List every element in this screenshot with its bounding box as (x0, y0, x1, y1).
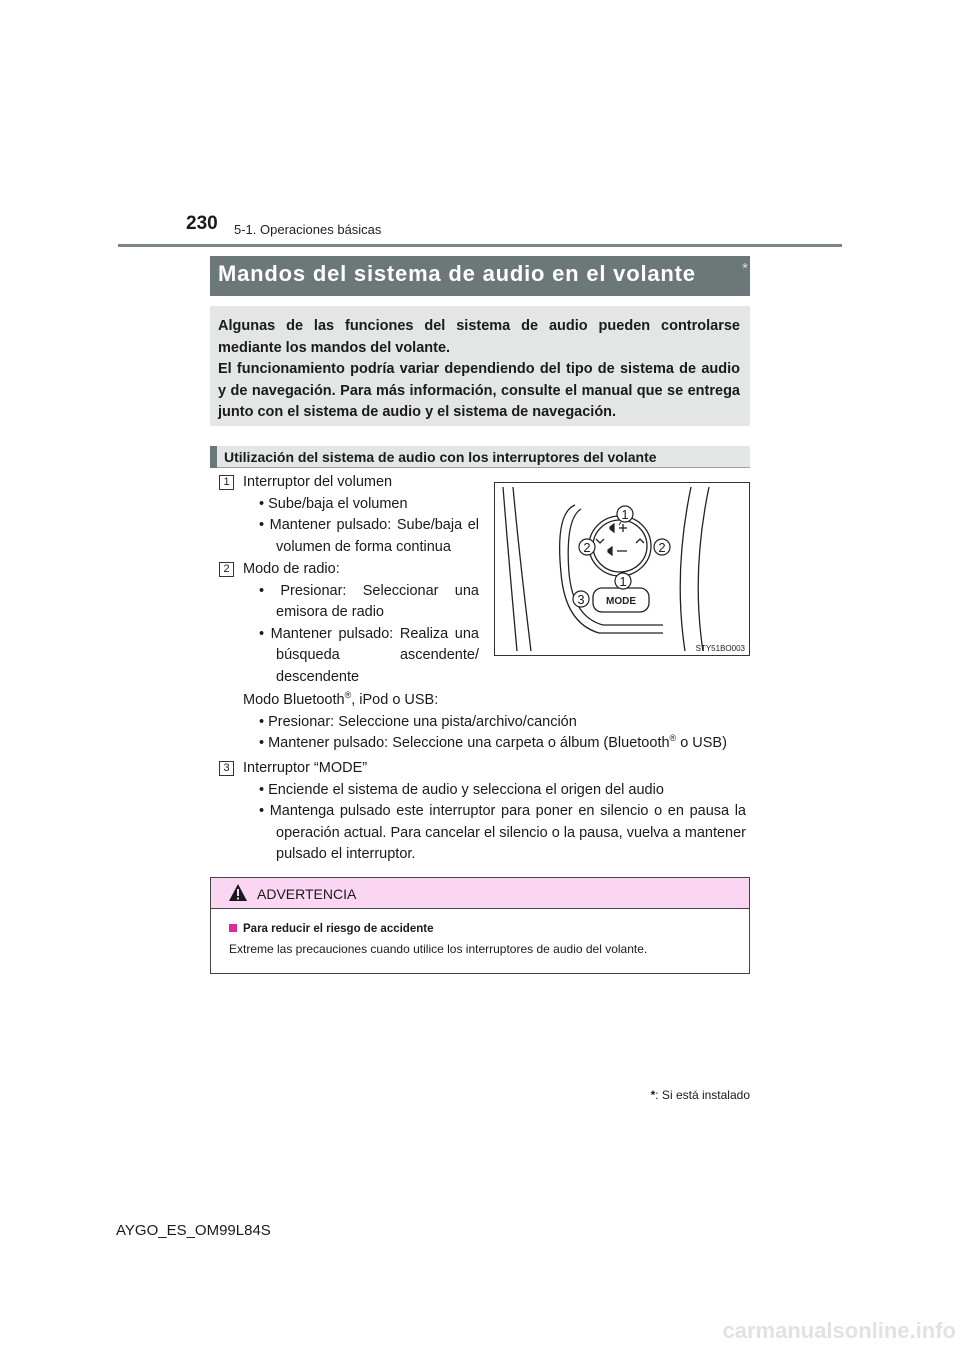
section-title-bar (210, 256, 750, 296)
warning-triangle-icon (228, 883, 248, 902)
mode-button-label: MODE (606, 596, 636, 607)
item-volume-switch (243, 472, 479, 558)
subsection-accent-bar (210, 446, 217, 468)
item-title: Modo Bluetooth®, iPod o USB: (243, 690, 439, 708)
intro-paragraph-1: Algunas de las funciones del sistema de audio pueden controlarse mediante los mandos del volante. (218, 318, 740, 356)
watermark: carmanualsonline.info (722, 1318, 956, 1343)
subsection-title: Utilización del sistema de audio con los interruptores del volante (224, 449, 657, 465)
callout-1-top: 1 (621, 507, 629, 522)
warning-body: Extreme las precauciones cuando utilice los interruptores de audio del volante. (229, 942, 648, 956)
list-item: • Mantenga pulsado este interruptor para poner en silencio o en pausa la operación actual. Para cancelar el silencio o la pausa, vuelva a mantener pulsado el interruptor. (259, 803, 746, 862)
callout-2-right: 2 (658, 540, 666, 555)
warning-subtitle: Para reducir el riesgo de accidente (229, 923, 433, 935)
pink-square-icon (229, 924, 237, 932)
warning-title: ADVERTENCIA (257, 886, 357, 902)
header-divider (118, 244, 842, 247)
item-title: Interruptor “MODE” (243, 760, 368, 776)
list-item: • Mantener pulsado: Realiza una búsqueda ascendente/ descendente (259, 625, 479, 685)
item-radio-mode (243, 559, 479, 688)
item-title: Modo de radio: (243, 561, 340, 577)
figure-code: STY51BO003 (695, 644, 745, 653)
page-title: Mandos del sistema de audio en el volante (218, 261, 696, 286)
item-marker-2: 2 (219, 562, 234, 577)
manual-code: AYGO_ES_OM99L84S (116, 1222, 271, 1239)
item-bluetooth-mode (243, 690, 753, 755)
list-item: • Mantener pulsado: Seleccione una carpeta o álbum (Bluetooth® o USB) (259, 733, 727, 751)
callout-1-bottom: 1 (619, 574, 627, 589)
subsection-header (210, 446, 750, 468)
intro-box (210, 306, 750, 426)
steering-wheel-switch-illustration (494, 482, 750, 656)
callout-3: 3 (577, 592, 585, 607)
warning-box (210, 877, 750, 974)
list-item: • Presionar: Seleccionar una emisora de radio (259, 582, 479, 620)
list-item: • Presionar: Seleccione una pista/archivo/canción (259, 713, 577, 730)
list-item: • Mantener pulsado: Sube/baja el volumen de forma continua (259, 517, 479, 555)
warning-header (211, 878, 749, 909)
list-item: • Enciende el sistema de audio y selecciona el origen del audio (259, 781, 664, 798)
list-item: • Sube/baja el volumen (259, 495, 408, 512)
steering-wheel-drawing (495, 483, 749, 655)
title-asterisk: * (742, 260, 748, 277)
footnote: *: Si está instalado (650, 1088, 750, 1102)
item-title: Interruptor del volumen (243, 474, 393, 490)
section-breadcrumb: 5-1. Operaciones básicas (234, 222, 382, 237)
callout-2-left: 2 (583, 540, 591, 555)
page-number: 230 (186, 213, 218, 234)
intro-paragraph-2: El funcionamiento podría variar dependiendo del tipo de sistema de audio y de navegación. Para más información, consulte el manual que se entrega junto con el sistema de audio y el sistema de navegación. (218, 361, 740, 420)
item-mode-switch (243, 758, 746, 866)
item-marker-3: 3 (219, 761, 234, 776)
item-marker-1: 1 (219, 475, 234, 490)
